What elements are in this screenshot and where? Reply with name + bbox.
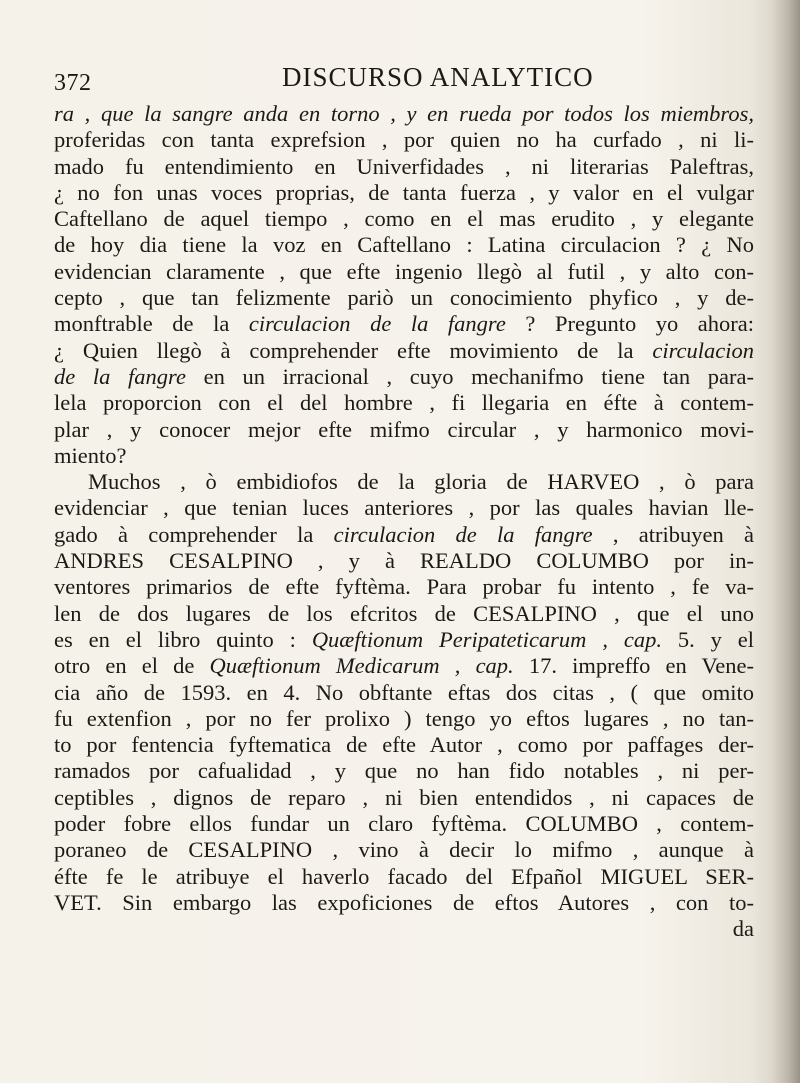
text-line xyxy=(54,758,754,784)
italic-text: ra , que la sangre anda en torno , y en rueda por todos los miembros, xyxy=(54,101,754,126)
text-run: en un irracional , cuyo mechanifmo tiene tan para- xyxy=(185,363,754,389)
text-line xyxy=(54,522,754,548)
text-run: ¿ Quien llegò à comprehender efte movimiento de la xyxy=(54,337,653,363)
page-edge-shadow xyxy=(772,0,800,1083)
text-line xyxy=(54,890,754,916)
text-line xyxy=(54,364,754,390)
text-line xyxy=(54,574,754,600)
text-line xyxy=(54,206,754,232)
text-line xyxy=(54,469,754,495)
text-run: Muchos , ò embidiofos de la gloria de HARVEO , ò para xyxy=(88,469,754,495)
page-number: 372 xyxy=(54,70,92,96)
text-run: evidencian claramente , que efte ingenio llegò al futil , y alto con- xyxy=(54,258,754,284)
text-run: 5. y el xyxy=(661,626,754,652)
text-line xyxy=(54,811,754,837)
text-line xyxy=(54,864,754,890)
text-line xyxy=(54,706,754,732)
text-run: len de dos lugares de los efcritos de CESALPINO , que el uno xyxy=(54,600,754,626)
body-text xyxy=(54,101,754,943)
page-header xyxy=(54,62,754,102)
italic-text: circulacion de la fangre xyxy=(333,521,593,547)
text-run: éfte fe le atribuye el haverlo facado del Efpañol MIGUEL SER- xyxy=(54,863,754,889)
text-run: otro en el de xyxy=(54,653,210,679)
text-line xyxy=(54,732,754,758)
text-run: plar , y conocer mejor efte mifmo circular , y harmonico movi- xyxy=(54,416,754,442)
text-line xyxy=(54,443,754,469)
text-run: ¿ no fon unas voces proprias, de tanta fuerza , y valor en el vulgar xyxy=(54,179,754,205)
text-run: gado à comprehender la xyxy=(54,521,334,547)
text-run: ventores primarios de efte fyftèma. Para probar fu intento , fe va- xyxy=(54,574,754,600)
text-line xyxy=(54,338,754,364)
text-line xyxy=(54,154,754,180)
text-line xyxy=(54,101,754,127)
text-line xyxy=(54,785,754,811)
text-line xyxy=(54,837,754,863)
text-run: proferidas con tanta exprefsion , por quien no ha curfado , ni li- xyxy=(54,127,754,153)
text-run: fu extenfion , por no fer prolixo ) tengo yo eftos lugares , no tan- xyxy=(54,705,754,731)
text-line xyxy=(54,259,754,285)
text-run: ANDRES CESALPINO , y à REALDO COLUMBO por in- xyxy=(54,548,754,574)
italic-text: circulacion xyxy=(652,337,754,363)
italic-text: circulacion de la fangre xyxy=(248,311,506,337)
text-run: lela proporcion con el del hombre , fi llegaria en éfte à contem- xyxy=(54,390,754,416)
text-run: monftrable de la xyxy=(54,311,249,337)
text-line xyxy=(54,653,754,679)
text-line xyxy=(54,495,754,521)
text-run: Caftellano de aquel tiempo , como en el mas erudito , y elegante xyxy=(54,206,754,232)
text-run: de hoy dia tiene la voz en Caftellano : Latina circulacion ? ¿ No xyxy=(54,232,754,258)
text-line xyxy=(54,390,754,416)
text-line xyxy=(54,680,754,706)
italic-text: Quæftionum Medicarum , cap. xyxy=(209,653,514,679)
italic-text: Quæftionum Peripateticarum , cap. xyxy=(311,626,662,652)
text-run: es en el libro quinto : xyxy=(54,626,312,652)
running-title: DISCURSO ANALYTICO xyxy=(282,62,594,92)
text-run: ramados por cafualidad , y que no han fido notables , ni per- xyxy=(54,758,754,784)
text-line xyxy=(54,601,754,627)
text-line xyxy=(54,285,754,311)
text-run: mado fu entendimiento en Univerfidades , ni literarias Paleftras, xyxy=(54,153,754,179)
text-line xyxy=(54,232,754,258)
text-run: poraneo de CESALPINO , vino à decir lo mifmo , aunque à xyxy=(54,837,754,863)
catchword: da xyxy=(732,916,754,942)
italic-text: de la fangre xyxy=(54,363,186,389)
text-run: miento? xyxy=(54,442,127,468)
text-run: to por fentencia fyftematica de efte Autor , como por paffages der- xyxy=(54,732,754,758)
text-line xyxy=(54,548,754,574)
text-run: 17. impreffo en Vene- xyxy=(513,653,754,679)
text-run: VET. Sin embargo las expoficiones de eftos Autores , con to- xyxy=(54,889,754,915)
text-run: cepto , que tan felizmente pariò un conocimiento phyfico , y de- xyxy=(54,285,754,311)
text-run: ceptibles , dignos de reparo , ni bien entendidos , ni capaces de xyxy=(54,784,754,810)
text-line xyxy=(54,417,754,443)
text-run: evidenciar , que tenian luces anteriores , por las quales havian lle- xyxy=(54,495,754,521)
text-line xyxy=(54,180,754,206)
text-run: , atribuyen à xyxy=(592,521,754,547)
text-run: cia año de 1593. en 4. No obftante eftas dos citas , ( que omito xyxy=(54,679,754,705)
text-line xyxy=(54,311,754,337)
text-line xyxy=(54,627,754,653)
text-run: ? Pregunto yo ahora: xyxy=(505,311,755,337)
text-line xyxy=(54,127,754,153)
text-run: poder fobre ellos fundar un claro fyftèma. COLUMBO , contem- xyxy=(54,811,754,837)
